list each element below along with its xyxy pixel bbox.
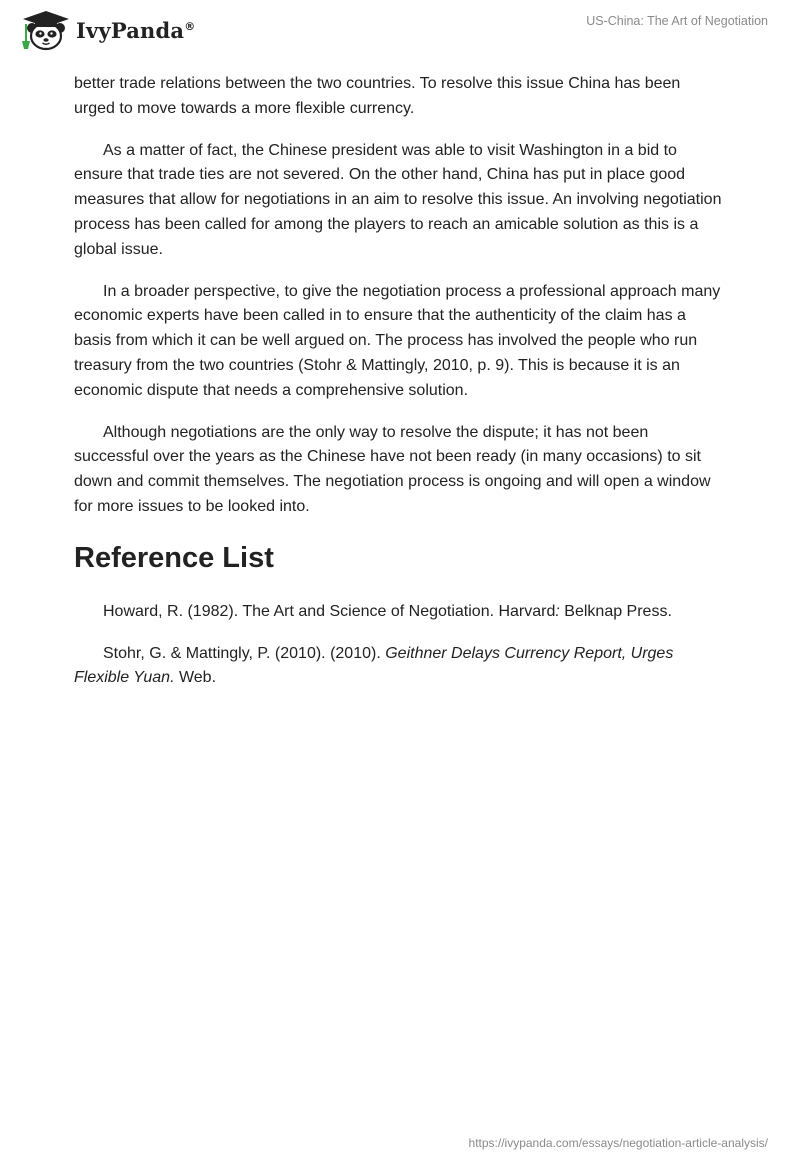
ivypanda-logo[interactable] [16, 8, 195, 52]
reference-list-heading: Reference List [74, 541, 274, 574]
body-paragraph: In a broader perspective, to give the negotiation process a professional approach many economic experts have been called in to ensure that the authenticity of the claim has a basis from which it can be well argued on. The process has involved the people who run treasury from the two countries (Stohr & Mattingly, 2010, p. 9). This is because it is an economic dispute that needs a comprehensive solution. [74, 282, 721, 399]
page-header [0, 0, 800, 70]
reference-item: Stohr, G. & Mattingly, P. (2010). (2010). Geithner Delays Currency Report, Urges Flexible Yuan. Web. [74, 644, 674, 687]
source-url[interactable]: https://ivypanda.com/essays/negotiation-article-analysis/ [468, 1136, 768, 1150]
brand-name: IvyPanda® [76, 17, 196, 43]
reference-item: Howard, R. (1982). The Art and Science of Negotiation. Harvard: Belknap Press. [103, 602, 672, 620]
body-paragraph: As a matter of fact, the Chinese president was able to visit Washington in a bid to ensure that trade ties are not severed. On the other hand, China has put in place good measures that allow for negotiations in an aim to resolve this issue. An involving negotiation process has been called for among the players to reach an amicable solution as this is a global issue. [74, 141, 722, 258]
body-paragraph: better trade relations between the two countries. To resolve this issue China has been urged to move towards a more flexible currency. [74, 75, 681, 117]
essay-content [74, 72, 724, 708]
document-title: US-China: The Art of Negotiation [586, 14, 768, 28]
registered-mark: ® [184, 19, 196, 33]
panda-graduate-icon [16, 8, 72, 52]
body-paragraph: Although negotiations are the only way to resolve the dispute; it has not been successful over the years as the Chinese have not been ready (in many occasions) to sit down and commit themselves. The negotiation process is ongoing and will open a window for more issues to be looked into. [74, 423, 711, 515]
